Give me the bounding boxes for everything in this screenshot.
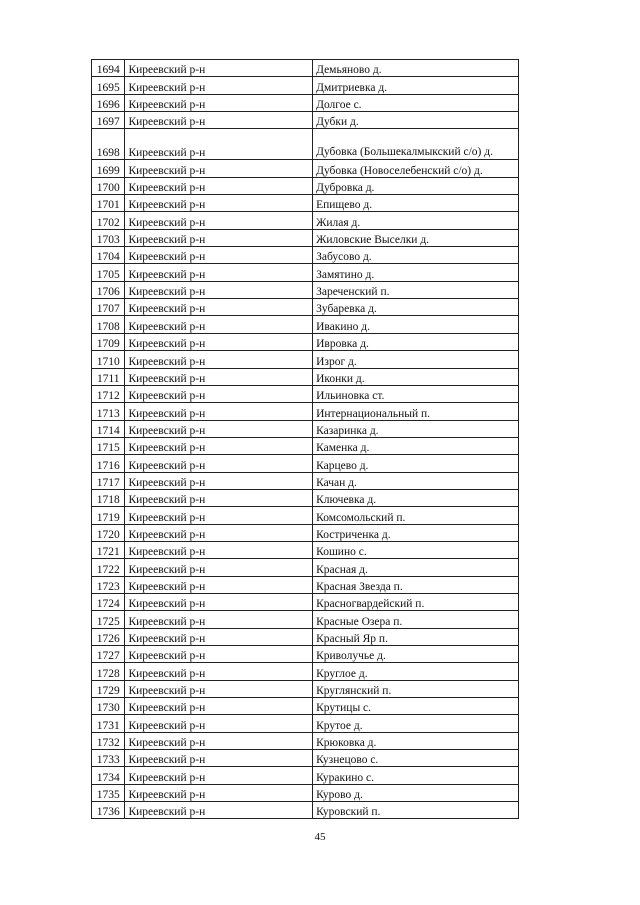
district-cell: Киреевский р-н: [125, 524, 313, 541]
settlement-cell: Иконки д.: [313, 368, 519, 385]
table-row: [92, 680, 519, 697]
district-cell: Киреевский р-н: [125, 403, 313, 420]
table-row: [92, 420, 519, 437]
district-cell: Киреевский р-н: [125, 351, 313, 368]
settlement-cell: Епищево д.: [313, 195, 519, 212]
row-number: 1700: [92, 177, 125, 194]
settlement-cell: Ивакино д.: [313, 316, 519, 333]
settlement-cell: Костриченка д.: [313, 524, 519, 541]
row-number: 1701: [92, 195, 125, 212]
row-number: 1724: [92, 593, 125, 610]
settlement-cell: Криволучье д.: [313, 646, 519, 663]
row-number: 1705: [92, 264, 125, 281]
row-number: 1715: [92, 437, 125, 454]
settlement-cell: Демьяново д.: [313, 60, 519, 77]
table-row: [92, 507, 519, 524]
table-row: [92, 77, 519, 94]
settlement-cell: Забусово д.: [313, 247, 519, 264]
table-row: [92, 385, 519, 402]
row-number: 1694: [92, 60, 125, 77]
district-cell: Киреевский р-н: [125, 129, 313, 160]
district-cell: Киреевский р-н: [125, 750, 313, 767]
settlement-cell: Куровский п.: [313, 802, 519, 819]
table-row: [92, 177, 519, 194]
settlement-cell: Дубровка д.: [313, 177, 519, 194]
district-cell: Киреевский р-н: [125, 160, 313, 177]
table-row: [92, 264, 519, 281]
table-row: [92, 94, 519, 111]
row-number: 1723: [92, 576, 125, 593]
table-row: [92, 767, 519, 784]
settlements-table-body: [92, 60, 519, 819]
district-cell: Киреевский р-н: [125, 333, 313, 350]
district-cell: Киреевский р-н: [125, 281, 313, 298]
district-cell: Киреевский р-н: [125, 715, 313, 732]
table-row: [92, 784, 519, 801]
row-number: 1704: [92, 247, 125, 264]
district-cell: Киреевский р-н: [125, 212, 313, 229]
district-cell: Киреевский р-н: [125, 316, 313, 333]
table-row: [92, 212, 519, 229]
settlement-cell: Дубовка (Большекалмыкский с/о) д.: [313, 129, 519, 160]
table-row: [92, 472, 519, 489]
row-number: 1706: [92, 281, 125, 298]
row-number: 1699: [92, 160, 125, 177]
row-number: 1711: [92, 368, 125, 385]
settlement-cell: Каменка д.: [313, 437, 519, 454]
table-row: [92, 281, 519, 298]
row-number: 1726: [92, 628, 125, 645]
district-cell: Киреевский р-н: [125, 229, 313, 246]
row-number: 1722: [92, 559, 125, 576]
table-row: [92, 489, 519, 506]
district-cell: Киреевский р-н: [125, 472, 313, 489]
row-number: 1736: [92, 802, 125, 819]
row-number: 1720: [92, 524, 125, 541]
settlement-cell: Жилая д.: [313, 212, 519, 229]
district-cell: Киреевский р-н: [125, 94, 313, 111]
table-row: [92, 559, 519, 576]
settlement-cell: Изрог д.: [313, 351, 519, 368]
row-number: 1730: [92, 698, 125, 715]
settlement-cell: Курово д.: [313, 784, 519, 801]
district-cell: Киреевский р-н: [125, 112, 313, 129]
table-row: [92, 333, 519, 350]
table-row: [92, 715, 519, 732]
settlement-cell: Кошино с.: [313, 541, 519, 558]
district-cell: Киреевский р-н: [125, 247, 313, 264]
settlements-table: [91, 59, 519, 819]
row-number: 1729: [92, 680, 125, 697]
district-cell: Киреевский р-н: [125, 420, 313, 437]
table-row: [92, 646, 519, 663]
table-row: [92, 698, 519, 715]
district-cell: Киреевский р-н: [125, 60, 313, 77]
settlement-cell: Красная Звезда п.: [313, 576, 519, 593]
settlement-cell: Карцево д.: [313, 455, 519, 472]
district-cell: Киреевский р-н: [125, 437, 313, 454]
row-number: 1710: [92, 351, 125, 368]
settlement-cell: Ключевка д.: [313, 489, 519, 506]
table-row: [92, 628, 519, 645]
district-cell: Киреевский р-н: [125, 385, 313, 402]
district-cell: Киреевский р-н: [125, 541, 313, 558]
district-cell: Киреевский р-н: [125, 576, 313, 593]
district-cell: Киреевский р-н: [125, 680, 313, 697]
settlement-cell: Красный Яр п.: [313, 628, 519, 645]
settlement-cell: Ильиновка ст.: [313, 385, 519, 402]
row-number: 1721: [92, 541, 125, 558]
district-cell: Киреевский р-н: [125, 802, 313, 819]
district-cell: Киреевский р-н: [125, 177, 313, 194]
settlement-cell: Крутое д.: [313, 715, 519, 732]
table-row: [92, 576, 519, 593]
table-row: [92, 112, 519, 129]
row-number: 1698: [92, 129, 125, 160]
row-number: 1716: [92, 455, 125, 472]
row-number: 1734: [92, 767, 125, 784]
district-cell: Киреевский р-н: [125, 507, 313, 524]
settlement-cell: Замятино д.: [313, 264, 519, 281]
row-number: 1725: [92, 611, 125, 628]
district-cell: Киреевский р-н: [125, 593, 313, 610]
row-number: 1709: [92, 333, 125, 350]
table-row: [92, 541, 519, 558]
settlement-cell: Круглое д.: [313, 663, 519, 680]
district-cell: Киреевский р-н: [125, 767, 313, 784]
row-number: 1696: [92, 94, 125, 111]
settlement-cell: Зубаревка д.: [313, 299, 519, 316]
table-row: [92, 611, 519, 628]
row-number: 1703: [92, 229, 125, 246]
district-cell: Киреевский р-н: [125, 264, 313, 281]
settlement-cell: Куракино с.: [313, 767, 519, 784]
settlement-cell: Зареченский п.: [313, 281, 519, 298]
row-number: 1695: [92, 77, 125, 94]
table-row: [92, 403, 519, 420]
district-cell: Киреевский р-н: [125, 628, 313, 645]
row-number: 1697: [92, 112, 125, 129]
district-cell: Киреевский р-н: [125, 559, 313, 576]
table-row: [92, 437, 519, 454]
table-row: [92, 351, 519, 368]
table-row: [92, 750, 519, 767]
row-number: 1728: [92, 663, 125, 680]
table-row: [92, 316, 519, 333]
row-number: 1712: [92, 385, 125, 402]
table-row: [92, 160, 519, 177]
settlement-cell: Круглянский п.: [313, 680, 519, 697]
district-cell: Киреевский р-н: [125, 455, 313, 472]
row-number: 1708: [92, 316, 125, 333]
table-row: [92, 247, 519, 264]
settlement-cell: Жиловские Выселки д.: [313, 229, 519, 246]
settlement-cell: Казаринка д.: [313, 420, 519, 437]
table-row: [92, 802, 519, 819]
district-cell: Киреевский р-н: [125, 489, 313, 506]
table-row: [92, 195, 519, 212]
row-number: 1707: [92, 299, 125, 316]
settlement-cell: Качан д.: [313, 472, 519, 489]
settlement-cell: Долгое с.: [313, 94, 519, 111]
row-number: 1718: [92, 489, 125, 506]
row-number: 1717: [92, 472, 125, 489]
row-number: 1731: [92, 715, 125, 732]
district-cell: Киреевский р-н: [125, 784, 313, 801]
table-row: [92, 663, 519, 680]
table-row: [92, 129, 519, 160]
row-number: 1735: [92, 784, 125, 801]
table-row: [92, 732, 519, 749]
table-row: [92, 593, 519, 610]
settlement-cell: Дмитриевка д.: [313, 77, 519, 94]
table-row: [92, 229, 519, 246]
settlement-cell: Интернациональный п.: [313, 403, 519, 420]
district-cell: Киреевский р-н: [125, 611, 313, 628]
page-number: 45: [314, 831, 326, 843]
table-row: [92, 60, 519, 77]
district-cell: Киреевский р-н: [125, 732, 313, 749]
table-row: [92, 299, 519, 316]
settlement-cell: Ивровка д.: [313, 333, 519, 350]
table-row: [92, 524, 519, 541]
row-number: 1719: [92, 507, 125, 524]
row-number: 1727: [92, 646, 125, 663]
table-row: [92, 368, 519, 385]
settlement-cell: Красная д.: [313, 559, 519, 576]
row-number: 1714: [92, 420, 125, 437]
row-number: 1702: [92, 212, 125, 229]
settlement-cell: Крутицы с.: [313, 698, 519, 715]
settlement-cell: Красные Озера п.: [313, 611, 519, 628]
row-number: 1733: [92, 750, 125, 767]
district-cell: Киреевский р-н: [125, 368, 313, 385]
district-cell: Киреевский р-н: [125, 77, 313, 94]
settlement-cell: Кузнецово с.: [313, 750, 519, 767]
settlement-cell: Дубки д.: [313, 112, 519, 129]
district-cell: Киреевский р-н: [125, 646, 313, 663]
settlement-cell: Красногвардейский п.: [313, 593, 519, 610]
settlement-cell: Комсомольский п.: [313, 507, 519, 524]
settlement-cell: Крюковка д.: [313, 732, 519, 749]
district-cell: Киреевский р-н: [125, 698, 313, 715]
district-cell: Киреевский р-н: [125, 299, 313, 316]
district-cell: Киреевский р-н: [125, 663, 313, 680]
row-number: 1732: [92, 732, 125, 749]
district-cell: Киреевский р-н: [125, 195, 313, 212]
table-row: [92, 455, 519, 472]
settlement-cell: Дубовка (Новоселебенский с/о) д.: [313, 160, 519, 177]
row-number: 1713: [92, 403, 125, 420]
